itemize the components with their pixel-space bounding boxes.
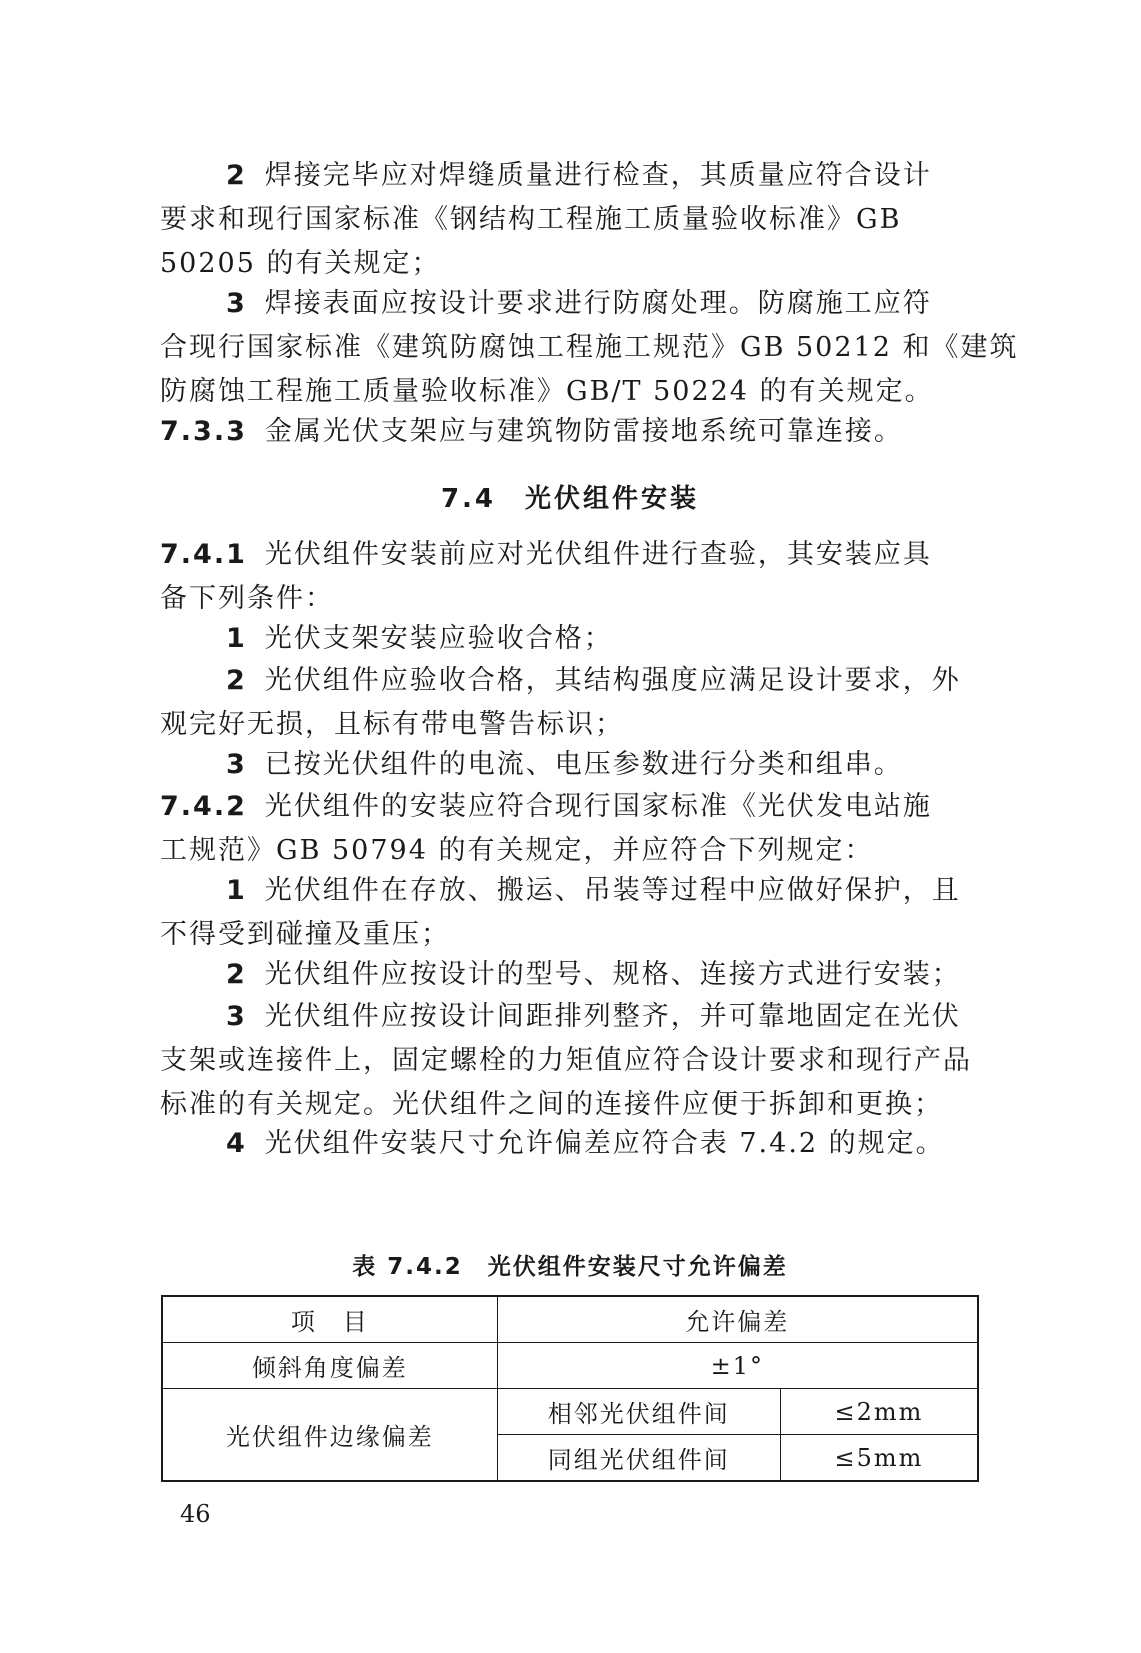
- clause-text: 合现行国家标准《建筑防腐蚀工程施工规范》GB 50212 和《建筑: [160, 332, 1019, 363]
- clause-text: 要求和现行国家标准《钢结构工程施工质量验收标准》GB: [160, 204, 902, 235]
- clause-7-3-2-item-2: [160, 154, 980, 286]
- section-heading: 7.4 光伏组件安装: [440, 484, 700, 514]
- clause-line: [160, 154, 980, 198]
- page-number: 46: [180, 1500, 211, 1528]
- clause-text: 光伏组件在存放、搬运、吊装等过程中应做好保护，且: [264, 875, 961, 906]
- clause-line: [160, 659, 980, 703]
- clause-text: 观完好无损，且标有带电警告标识；: [160, 709, 624, 740]
- clause-line: [160, 533, 980, 577]
- item-number: 2: [226, 665, 247, 696]
- clause-line: [160, 410, 980, 454]
- clause-text: 光伏组件应按设计的型号、规格、连接方式进行安装；: [264, 959, 961, 990]
- table-caption: 表 7.4.2 光伏组件安装尺寸允许偏差: [352, 1254, 788, 1280]
- clause-text: 光伏支架安装应验收合格；: [264, 623, 613, 654]
- clause-7-4-2-item-3: [160, 995, 980, 1127]
- item-number: 1: [226, 875, 247, 906]
- clause-7-4-2-item-4: [160, 1122, 980, 1166]
- table-cell-value: ≤2mm: [780, 1389, 978, 1435]
- table-cell-item: 光伏组件边缘偏差: [162, 1389, 497, 1482]
- clause-line: [160, 869, 980, 913]
- table-header-deviation: 允许偏差: [497, 1296, 978, 1343]
- clause-number: 7.4.2: [160, 791, 247, 822]
- table-cell-value: ±1°: [497, 1343, 978, 1389]
- item-number: 4: [226, 1128, 247, 1159]
- clause-line: [160, 743, 980, 787]
- clause-text: 焊接完毕应对焊缝质量进行检查，其质量应符合设计: [264, 160, 932, 191]
- clause-7-3-3: [160, 410, 980, 454]
- clause-line: [160, 282, 980, 326]
- clause-text: 光伏组件安装尺寸允许偏差应符合表 7.4.2 的规定。: [264, 1128, 945, 1159]
- item-number: 2: [226, 959, 247, 990]
- clause-7-4-1: [160, 533, 980, 621]
- table-row: [162, 1343, 978, 1389]
- clause-text: 支架或连接件上，固定螺栓的力矩值应符合设计要求和现行产品: [160, 1045, 972, 1076]
- clause-line: [160, 995, 980, 1039]
- clause-text: 光伏组件安装前应对光伏组件进行查验，其安装应具: [264, 539, 932, 570]
- deviation-table: [161, 1295, 979, 1482]
- clause-7-4-1-item-2: [160, 659, 980, 747]
- clause-line: [160, 617, 980, 661]
- clause-7-4-1-item-1: [160, 617, 980, 661]
- clause-7-3-2-item-3: [160, 282, 1019, 414]
- clause-line: [160, 1122, 980, 1166]
- clause-text: 焊接表面应按设计要求进行防腐处理。防腐施工应符: [264, 288, 932, 319]
- table-header-row: [162, 1296, 978, 1343]
- clause-text: 防腐蚀工程施工质量验收标准》GB/T 50224 的有关规定。: [160, 376, 934, 407]
- clause-7-4-2: [160, 785, 980, 873]
- table-header-item: 项 目: [162, 1296, 497, 1343]
- clause-text: 备下列条件：: [160, 583, 334, 614]
- clause-number: 7.3.3: [160, 416, 247, 447]
- clause-7-4-2-item-1: [160, 869, 980, 957]
- clause-line: [160, 953, 980, 997]
- clause-7-4-2-item-2: [160, 953, 980, 997]
- clause-number: 7.4.1: [160, 539, 247, 570]
- table-row: [162, 1389, 978, 1435]
- clause-text: 工规范》GB 50794 的有关规定，并应符合下列规定：: [160, 835, 874, 866]
- clause-line: [160, 785, 980, 829]
- table-cell-value: ≤5mm: [780, 1435, 978, 1482]
- item-number: 1: [226, 623, 247, 654]
- item-number: 3: [226, 749, 247, 780]
- table-cell-item: 倾斜角度偏差: [162, 1343, 497, 1389]
- clause-text: 光伏组件应按设计间距排列整齐，并可靠地固定在光伏: [264, 1001, 961, 1032]
- table-cell-sublabel: 相邻光伏组件间: [497, 1389, 780, 1435]
- clause-7-4-1-item-3: [160, 743, 980, 787]
- table-cell-sublabel: 同组光伏组件间: [497, 1435, 780, 1482]
- item-number: 3: [226, 1001, 247, 1032]
- item-number: 3: [226, 288, 247, 319]
- clause-text: 已按光伏组件的电流、电压参数进行分类和组串。: [264, 749, 903, 780]
- clause-text: 光伏组件应验收合格，其结构强度应满足设计要求，外: [264, 665, 961, 696]
- clause-text: 金属光伏支架应与建筑物防雷接地系统可靠连接。: [264, 416, 903, 447]
- clause-text: 50205 的有关规定；: [160, 248, 441, 279]
- item-number: 2: [226, 160, 247, 191]
- clause-text: 不得受到碰撞及重压；: [160, 919, 450, 950]
- clause-text: 光伏组件的安装应符合现行国家标准《光伏发电站施: [264, 791, 932, 822]
- clause-text: 标准的有关规定。光伏组件之间的连接件应便于拆卸和更换；: [160, 1089, 943, 1120]
